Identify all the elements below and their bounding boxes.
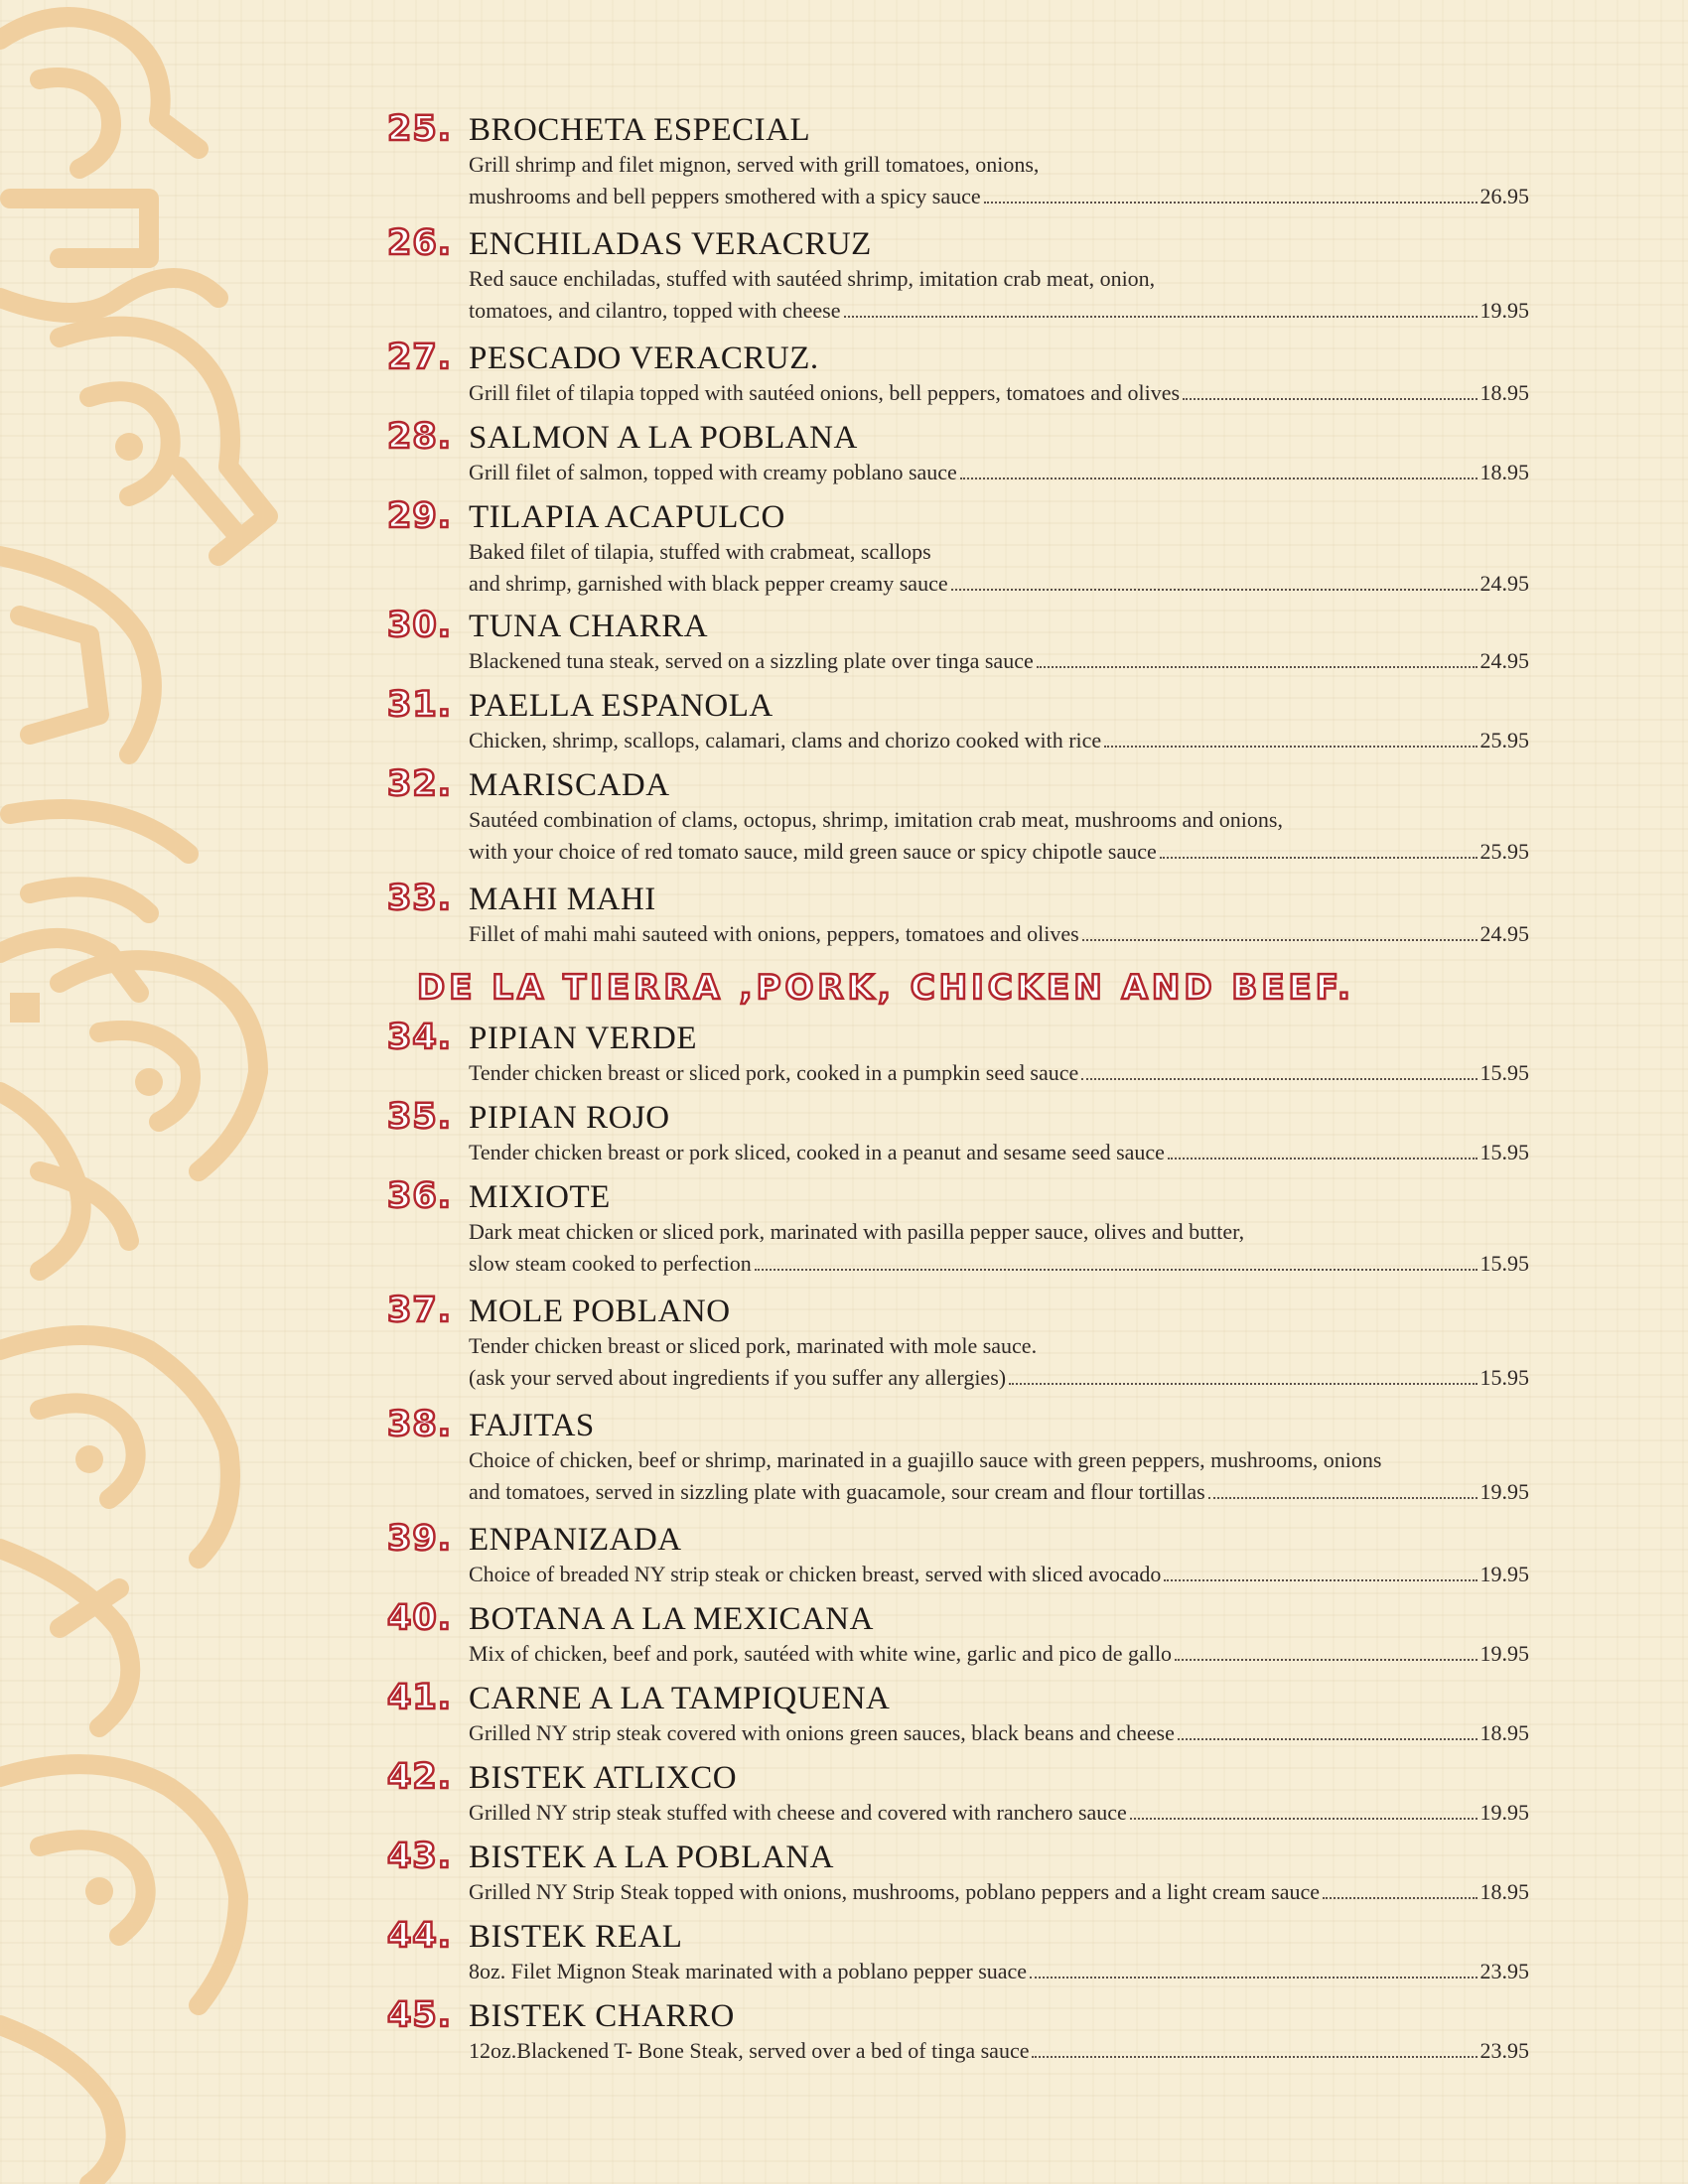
menu-item-header — [387, 1097, 1529, 1137]
item-name: BISTEK A LA POBLANA — [469, 1840, 834, 1875]
description-text: slow steam cooked to perfection — [469, 1251, 752, 1276]
item-price: 19.95 — [1479, 298, 1529, 323]
description-text: Chicken, shrimp, scallops, calamari, clams and chorizo cooked with rice — [469, 728, 1102, 752]
description-text: Blackened tuna steak, served on a sizzling plate over tinga sauce — [469, 648, 1034, 673]
item-description — [469, 1444, 1529, 1508]
description-text: mushrooms and bell peppers smothered with a spicy sauce — [469, 184, 981, 208]
item-price: 25.95 — [1479, 839, 1529, 864]
description-line — [469, 1476, 1529, 1508]
description-line — [469, 645, 1529, 677]
item-price: 23.95 — [1479, 1959, 1529, 1983]
menu-item-header — [387, 1678, 1529, 1717]
dot-leader — [755, 1269, 1477, 1271]
item-name: PAELLA ESPANOLA — [469, 688, 774, 724]
item-number: 36. — [387, 1176, 453, 1216]
item-price: 15.95 — [1479, 1251, 1529, 1276]
description-text: and shrimp, garnished with black pepper creamy sauce — [469, 571, 948, 596]
menu-item — [387, 1837, 1529, 1908]
item-name: BROCHETA ESPECIAL — [469, 112, 811, 148]
description-line — [469, 1876, 1529, 1908]
item-name: BISTEK ATLIXCO — [469, 1760, 738, 1796]
description-line — [469, 263, 1529, 295]
dot-leader — [1208, 1497, 1477, 1499]
item-number: 43. — [387, 1837, 453, 1876]
dot-leader — [844, 316, 1477, 318]
item-description — [469, 377, 1529, 409]
menu-item — [387, 1519, 1529, 1590]
item-number: 25. — [387, 109, 453, 149]
item-description — [469, 804, 1529, 868]
menu-item-header — [387, 606, 1529, 645]
item-name: MOLE POBLANO — [469, 1294, 731, 1329]
item-number: 30. — [387, 606, 453, 645]
item-number: 42. — [387, 1757, 453, 1797]
item-description — [469, 1956, 1529, 1987]
item-name: FAJITAS — [469, 1408, 595, 1443]
description-text: Grill filet of salmon, topped with creamy poblano sauce — [469, 460, 957, 484]
item-name: SALMON A LA POBLANA — [469, 420, 858, 456]
item-description — [469, 1797, 1529, 1829]
item-description — [469, 149, 1529, 212]
menu-item-header — [387, 764, 1529, 804]
aztec-ornament-border — [0, 0, 328, 2184]
menu-item — [387, 1678, 1529, 1749]
item-price: 18.95 — [1479, 380, 1529, 405]
menu-item — [387, 223, 1529, 327]
item-name: BISTEK REAL — [469, 1919, 683, 1955]
description-text: Grilled NY Strip Steak topped with onions, mushrooms, poblano peppers and a light cream sauce — [469, 1879, 1321, 1904]
description-line — [469, 918, 1529, 950]
dot-leader — [1037, 666, 1477, 668]
description-line — [469, 1559, 1529, 1590]
description-text: Baked filet of tilapia, stuffed with crabmeat, scallops — [469, 539, 931, 564]
item-number: 28. — [387, 417, 453, 457]
item-description — [469, 1876, 1529, 1908]
item-name: ENPANIZADA — [469, 1522, 682, 1558]
section-heading-tierra: DE LA TIERRA ,PORK, CHICKEN AND BEEF. — [417, 968, 1354, 1008]
item-description — [469, 1638, 1529, 1670]
item-description — [469, 1057, 1529, 1089]
description-text: 12oz.Blackened T- Bone Steak, served over a bed of tinga sauce — [469, 2038, 1030, 2063]
item-number: 34. — [387, 1018, 453, 1057]
menu-item — [387, 338, 1529, 409]
item-description — [469, 536, 1529, 600]
menu-item-header — [387, 1519, 1529, 1559]
menu-item — [387, 1018, 1529, 1089]
description-text: Tender chicken breast or pork sliced, cooked in a peanut and sesame seed sauce — [469, 1140, 1165, 1164]
menu-item-header — [387, 1757, 1529, 1797]
item-price: 15.95 — [1479, 1140, 1529, 1164]
item-price: 19.95 — [1479, 1479, 1529, 1504]
description-line — [469, 181, 1529, 212]
dot-leader — [1082, 939, 1477, 941]
item-number: 38. — [387, 1405, 453, 1444]
menu-item-header — [387, 496, 1529, 536]
description-line — [469, 1057, 1529, 1089]
menu-item-header — [387, 338, 1529, 377]
item-name: CARNE A LA TAMPIQUENA — [469, 1681, 891, 1716]
description-text: Sautéed combination of clams, octopus, shrimp, imitation crab meat, mushrooms and onions, — [469, 807, 1283, 832]
item-description — [469, 645, 1529, 677]
item-price: 24.95 — [1479, 571, 1529, 596]
menu-item — [387, 606, 1529, 677]
description-line — [469, 457, 1529, 488]
menu-item-header — [387, 223, 1529, 263]
menu-item-header — [387, 109, 1529, 149]
menu-item — [387, 1995, 1529, 2067]
item-name: PESCADO VERACRUZ. — [469, 341, 819, 376]
item-price: 24.95 — [1479, 921, 1529, 946]
description-text: Fillet of mahi mahi sauteed with onions, peppers, tomatoes and olives — [469, 921, 1079, 946]
dot-leader — [1175, 1659, 1477, 1661]
menu-item-header — [387, 1995, 1529, 2035]
description-text: Grilled NY strip steak stuffed with cheese and covered with ranchero sauce — [469, 1800, 1127, 1825]
item-description — [469, 263, 1529, 327]
item-description — [469, 1717, 1529, 1749]
item-name: ENCHILADAS VERACRUZ — [469, 226, 872, 262]
item-name: PIPIAN ROJO — [469, 1100, 670, 1136]
item-number: 31. — [387, 685, 453, 725]
item-price: 15.95 — [1479, 1060, 1529, 1085]
menu-item-header — [387, 685, 1529, 725]
menu-item — [387, 496, 1529, 600]
menu-item-header — [387, 1598, 1529, 1638]
dot-leader — [984, 202, 1477, 204]
description-text: tomatoes, and cilantro, topped with cheese — [469, 298, 841, 323]
description-line — [469, 1717, 1529, 1749]
description-text: and tomatoes, served in sizzling plate with guacamole, sour cream and flour tortillas — [469, 1479, 1205, 1504]
description-line — [469, 1330, 1529, 1362]
item-number: 33. — [387, 879, 453, 918]
item-name: TUNA CHARRA — [469, 609, 709, 644]
item-number: 35. — [387, 1097, 453, 1137]
description-line — [469, 1216, 1529, 1248]
menu-item-header — [387, 1916, 1529, 1956]
menu-item — [387, 1097, 1529, 1168]
description-text: Grill shrimp and filet mignon, served with grill tomatoes, onions, — [469, 152, 1040, 177]
description-text: Tender chicken breast or sliced pork, marinated with mole sauce. — [469, 1333, 1038, 1358]
item-number: 45. — [387, 1995, 453, 2035]
dot-leader — [1104, 746, 1477, 748]
description-text: Tender chicken breast or sliced pork, cooked in a pumpkin seed sauce — [469, 1060, 1079, 1085]
menu-item-header — [387, 1837, 1529, 1876]
description-text: Grilled NY strip steak covered with onions green sauces, black beans and cheese — [469, 1720, 1175, 1745]
item-name: TILAPIA ACAPULCO — [469, 499, 785, 535]
description-line — [469, 536, 1529, 568]
description-line — [469, 804, 1529, 836]
description-line — [469, 1248, 1529, 1280]
dot-leader — [960, 478, 1477, 479]
dot-leader — [1130, 1818, 1477, 1820]
dot-leader — [951, 589, 1477, 591]
menu-item — [387, 1176, 1529, 1280]
item-price: 15.95 — [1479, 1365, 1529, 1390]
description-line — [469, 1797, 1529, 1829]
item-number: 27. — [387, 338, 453, 377]
item-number: 32. — [387, 764, 453, 804]
menu-item-header — [387, 1018, 1529, 1057]
dot-leader — [1030, 1977, 1477, 1979]
item-price: 19.95 — [1479, 1641, 1529, 1666]
item-description — [469, 1330, 1529, 1394]
dot-leader — [1164, 1579, 1477, 1581]
description-text: Choice of chicken, beef or shrimp, marinated in a guajillo sauce with green peppers, mushrooms, onions — [469, 1447, 1382, 1472]
item-price: 18.95 — [1479, 460, 1529, 484]
menu-item-header — [387, 1176, 1529, 1216]
menu-item-header — [387, 1291, 1529, 1330]
item-description — [469, 1559, 1529, 1590]
menu-item — [387, 1757, 1529, 1829]
item-description — [469, 725, 1529, 756]
item-number: 40. — [387, 1598, 453, 1638]
description-line — [469, 568, 1529, 600]
dot-leader — [1178, 1738, 1477, 1740]
dot-leader — [1323, 1897, 1477, 1899]
description-line — [469, 1137, 1529, 1168]
menu-item — [387, 1405, 1529, 1508]
item-name: MIXIOTE — [469, 1179, 611, 1215]
menu-item-header — [387, 1405, 1529, 1444]
item-price: 19.95 — [1479, 1562, 1529, 1586]
menu-item — [387, 1916, 1529, 1987]
item-description — [469, 1216, 1529, 1280]
item-name: BISTEK CHARRO — [469, 1998, 735, 2034]
dot-leader — [1183, 398, 1477, 400]
description-text: with your choice of red tomato sauce, mild green sauce or spicy chipotle sauce — [469, 839, 1157, 864]
item-price: 18.95 — [1479, 1879, 1529, 1904]
menu-item-header — [387, 879, 1529, 918]
item-price: 24.95 — [1479, 648, 1529, 673]
description-line — [469, 295, 1529, 327]
item-description — [469, 457, 1529, 488]
dot-leader — [1009, 1383, 1477, 1385]
item-price: 26.95 — [1479, 184, 1529, 208]
item-description — [469, 918, 1529, 950]
item-price: 19.95 — [1479, 1800, 1529, 1825]
menu-item-header — [387, 417, 1529, 457]
dot-leader — [1032, 2056, 1477, 2058]
item-number: 41. — [387, 1678, 453, 1717]
description-line — [469, 836, 1529, 868]
item-number: 44. — [387, 1916, 453, 1956]
description-line — [469, 149, 1529, 181]
description-line — [469, 1362, 1529, 1394]
description-line — [469, 1638, 1529, 1670]
item-price: 25.95 — [1479, 728, 1529, 752]
description-line — [469, 1956, 1529, 1987]
description-text: Grill filet of tilapia topped with sautéed onions, bell peppers, tomatoes and olives — [469, 380, 1181, 405]
item-name: MARISCADA — [469, 767, 670, 803]
description-line — [469, 1444, 1529, 1476]
description-line — [469, 725, 1529, 756]
item-number: 37. — [387, 1291, 453, 1330]
description-text: Red sauce enchiladas, stuffed with sautéed shrimp, imitation crab meat, onion, — [469, 266, 1156, 291]
item-description — [469, 1137, 1529, 1168]
item-price: 23.95 — [1479, 2038, 1529, 2063]
description-text: Mix of chicken, beef and pork, sautéed with white wine, garlic and pico de gallo — [469, 1641, 1173, 1666]
menu-item — [387, 879, 1529, 950]
item-name: BOTANA A LA MEXICANA — [469, 1601, 874, 1637]
item-price: 18.95 — [1479, 1720, 1529, 1745]
menu-item — [387, 1598, 1529, 1670]
dot-leader — [1168, 1158, 1477, 1160]
menu-item — [387, 1291, 1529, 1394]
item-number: 26. — [387, 223, 453, 263]
item-description — [469, 2035, 1529, 2067]
dot-leader — [1081, 1078, 1477, 1080]
item-name: MAHI MAHI — [469, 882, 656, 917]
description-line — [469, 2035, 1529, 2067]
menu-item — [387, 764, 1529, 868]
item-number: 39. — [387, 1519, 453, 1559]
menu-item — [387, 417, 1529, 488]
description-text: (ask your served about ingredients if you suffer any allergies) — [469, 1365, 1007, 1390]
description-text: Choice of breaded NY strip steak or chicken breast, served with sliced avocado — [469, 1562, 1162, 1586]
item-name: PIPIAN VERDE — [469, 1021, 697, 1056]
description-line — [469, 377, 1529, 409]
menu-item — [387, 109, 1529, 212]
description-text: 8oz. Filet Mignon Steak marinated with a poblano pepper suace — [469, 1959, 1028, 1983]
description-text: Dark meat chicken or sliced pork, marinated with pasilla pepper sauce, olives and butter, — [469, 1219, 1245, 1244]
item-number: 29. — [387, 496, 453, 536]
menu-item — [387, 685, 1529, 756]
dot-leader — [1160, 857, 1477, 859]
